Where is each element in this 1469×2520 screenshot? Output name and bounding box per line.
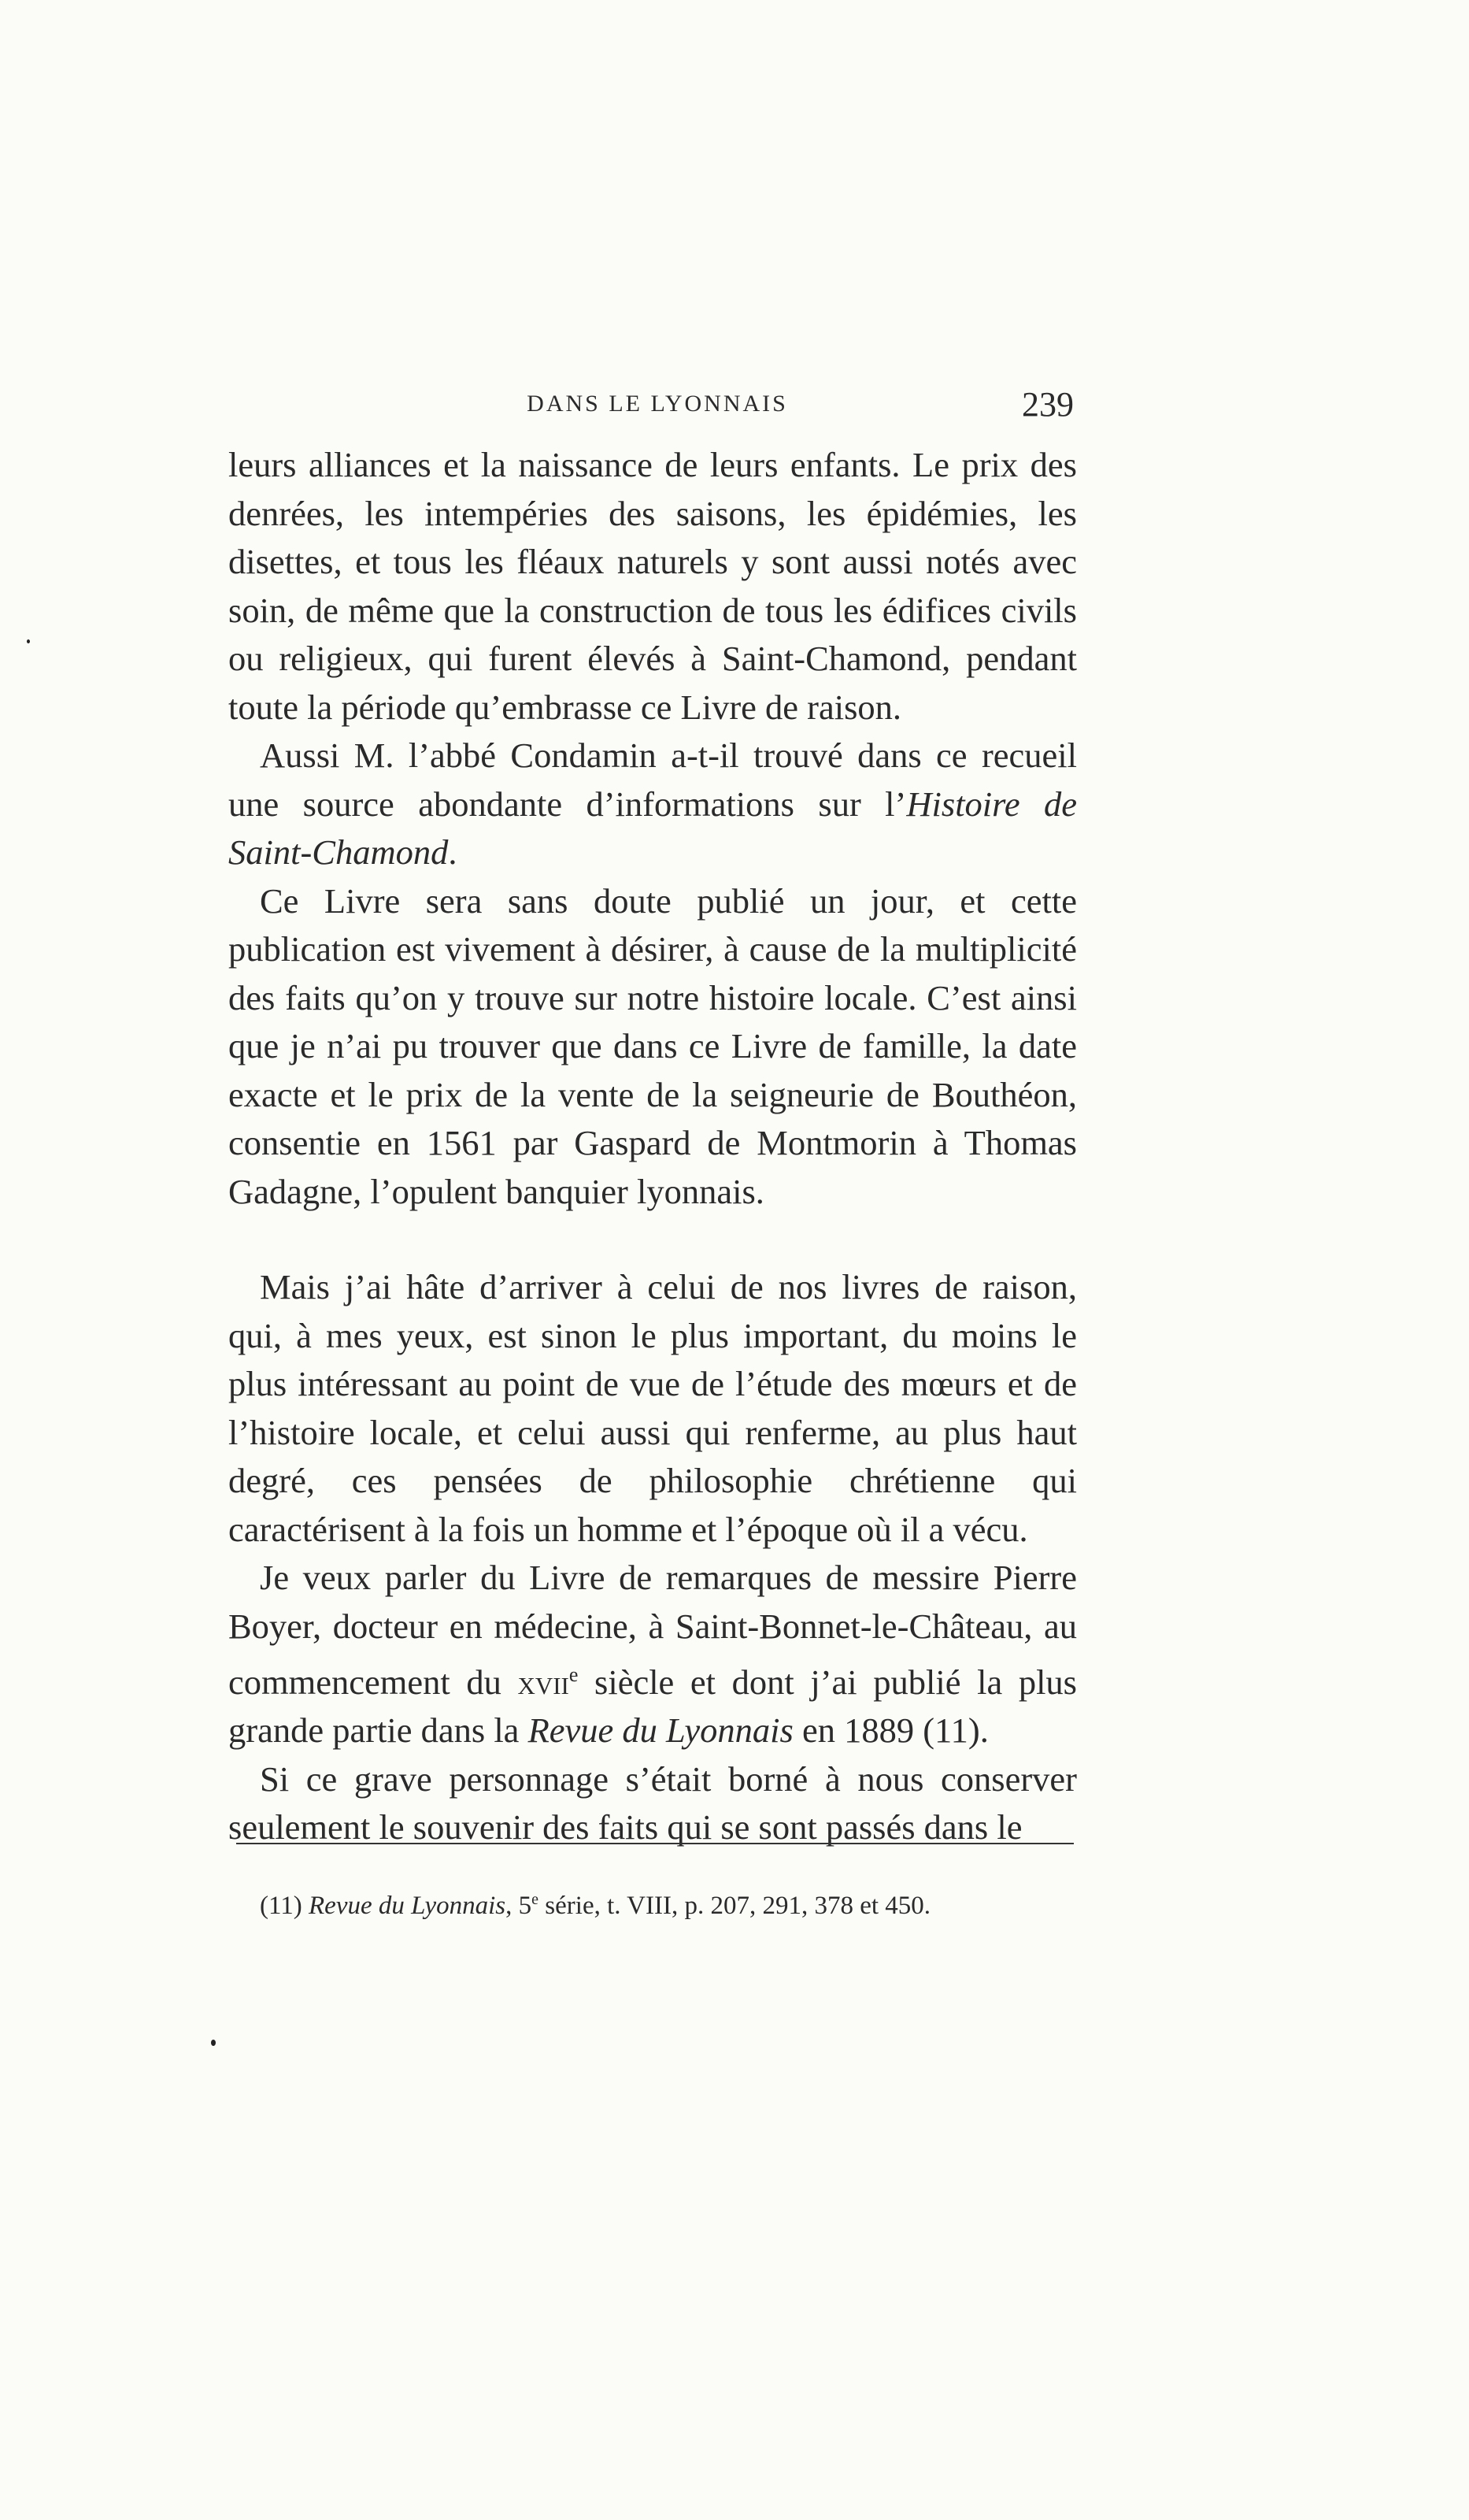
paragraph-3: Ce Livre sera sans doute publié un jour, et cette publication est vivement à désirer, à cause de la multiplicité des faits qu’on y trouve sur notre histoire locale. C’est ainsi que je n’ai pu trouver que dans ce Livre de famille, la date exacte et le prix de la vente de la seigneurie de Bouthéon, consentie en 1561 par Gaspard de Montmorin à Thomas Gadagne, l’opulent banquier lyonnais. [228,880,1077,1211]
paragraph-2-end: . [448,832,457,872]
paragraph-2 [228,732,1077,877]
footnote-superscript: e [531,1891,539,1908]
ink-speck [27,639,30,643]
century-superscript: e [568,1663,579,1686]
footnote-journal-title: Revue du Lyonnais [309,1892,506,1920]
footnote-text-b: série, t. VIII, p. 207, 291, 378 et 450. [538,1892,931,1920]
book-title-histoire: Histoire de Saint-Chamond [228,784,1077,872]
footnote [260,1882,1079,1923]
paragraph-5-mid: siècle et dont j’ai publié la plus grande partie dans la [228,1662,1077,1751]
running-head [228,384,1086,432]
century-numeral: xvii [517,1662,569,1702]
paragraph-6: Si ce grave personnage s’était borné à nous conserver seulement le souvenir des faits qui se sont passés dans le [228,1758,1077,1847]
page-number: 239 [1022,385,1074,424]
paragraph-5 [228,1554,1077,1755]
footnote-rule [236,1843,1074,1844]
paragraph-5-end: en 1889 (11). [793,1710,989,1751]
paragraph-5-text: Je veux parler du Livre de remarques de messire Pierre Boyer, docteur en médecine, à Saint-Bonnet-le-Château, au commencement du [228,1558,1077,1702]
footnote-text-a: , 5 [505,1892,532,1920]
journal-title-revue: Revue du Lyonnais [527,1710,794,1751]
ink-speck [211,2040,216,2046]
paragraph-4: Mais j’ai hâte d’arriver à celui de nos livres de raison, qui, à mes yeux, est sinon le plus important, du moins le plus intéressant au point de vue de l’étude des mœurs et de l’histoire locale, et celui aussi qui renferme, au plus haut degré, ces pensées de philosophie chrétienne qui caractérisent à la fois un homme et l’époque où il a vécu. [228,1267,1077,1549]
paragraph-2-text: Aussi M. l’abbé Condamin a-t-il trouvé dans ce recueil une source abondante d’informations sur l’ [228,736,1077,824]
section-gap [228,1216,1077,1263]
running-title: DANS LE LYONNAIS [527,391,788,417]
body-text [228,441,1077,1852]
footnote-marker: (11) [260,1892,309,1920]
paragraph-1: leurs alliances et la naissance de leurs enfants. Le prix des denrées, les intempéries des saisons, les épidémies, les disettes, et tous les fléaux naturels y sont aussi notés avec soin, de même que la construction de tous les édifices civils ou religieux, qui furent élevés à Saint-Chamond, pendant toute la période qu’embrasse ce Livre de raison. [228,445,1077,727]
